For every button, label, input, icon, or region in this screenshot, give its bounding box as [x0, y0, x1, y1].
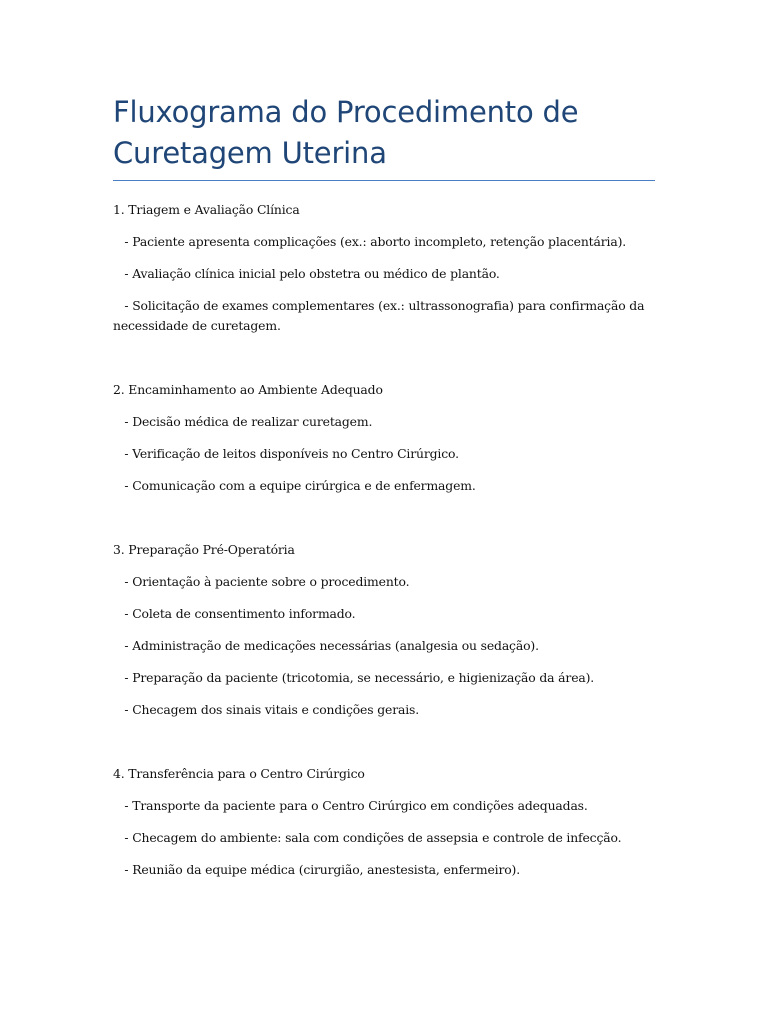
document-title: Fluxograma do Procedimento de Curetagem Uterina: [113, 95, 579, 170]
section-transferencia: [113, 764, 656, 880]
list-item: - Comunicação com a equipe cirúrgica e de enfermagem.: [113, 478, 476, 493]
title-underline: [113, 180, 655, 181]
section-heading: 2. Encaminhamento ao Ambiente Adequado: [113, 382, 383, 397]
list-item: - Decisão médica de realizar curetagem.: [113, 414, 373, 429]
list-item: - Orientação à paciente sobre o procedimento.: [113, 574, 410, 589]
list-item: - Verificação de leitos disponíveis no Centro Cirúrgico.: [113, 446, 459, 461]
list-item: - Checagem do ambiente: sala com condições de assepsia e controle de infecção.: [113, 830, 622, 845]
section-heading: 1. Triagem e Avaliação Clínica: [113, 202, 300, 217]
list-item: - Preparação da paciente (tricotomia, se necessário, e higienização da área).: [113, 670, 595, 685]
list-item: - Solicitação de exames complementares (ex.: ultrassonografia) para confirmação da necessidade de curetagem.: [113, 298, 649, 333]
section-heading: 3. Preparação Pré-Operatória: [113, 542, 295, 557]
list-item: - Administração de medicações necessárias (analgesia ou sedação).: [113, 638, 539, 653]
list-item: - Transporte da paciente para o Centro Cirúrgico em condições adequadas.: [113, 798, 588, 813]
list-item: - Avaliação clínica inicial pelo obstetra ou médico de plantão.: [113, 266, 500, 281]
list-item: - Reunião da equipe médica (cirurgião, anestesista, enfermeiro).: [113, 862, 521, 877]
list-item: - Paciente apresenta complicações (ex.: aborto incompleto, retenção placentária).: [113, 234, 627, 249]
section-triagem: [113, 200, 656, 336]
section-heading: 4. Transferência para o Centro Cirúrgico: [113, 766, 365, 781]
list-item: - Coleta de consentimento informado.: [113, 606, 356, 621]
document-page: [113, 92, 656, 880]
list-item: - Checagem dos sinais vitais e condições gerais.: [113, 702, 420, 717]
section-preparacao: [113, 540, 656, 720]
section-encaminhamento: [113, 380, 656, 496]
sections-container: [113, 200, 656, 880]
